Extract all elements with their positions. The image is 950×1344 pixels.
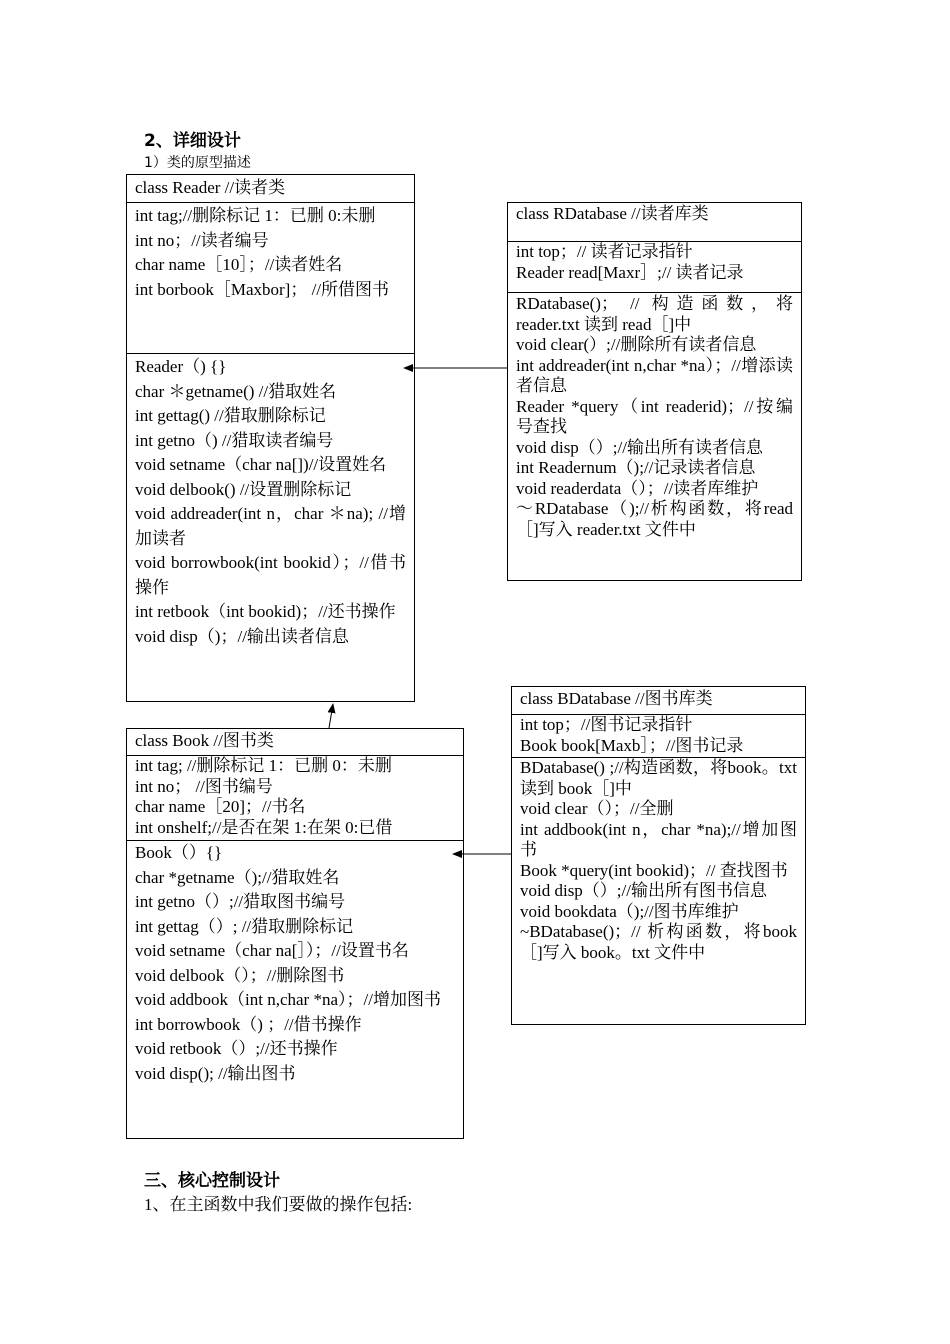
reader-class-box [126, 174, 415, 702]
reader-field: int tag;//删除标记 1：已删 0:未删 [135, 206, 376, 225]
reader-class-methods [127, 353, 414, 701]
section-heading-detail-design: 2、详细设计 [144, 131, 241, 151]
rdatabase-class-box [507, 202, 802, 581]
book-method: void setname（char na[］）；//设置书名 [135, 941, 409, 960]
book-method: void retbook（）;//还书操作 [135, 1039, 338, 1058]
bdatabase-class-title: class BDatabase //图书库类 [520, 689, 713, 708]
reader-method: Reader（) {} [135, 357, 227, 376]
rdatabase-method: void readerdata（）；//读者库维护 [516, 478, 759, 498]
book-class-fields [127, 755, 463, 840]
reader-field: int borbook［Maxbor]； //所借图书 [135, 279, 390, 299]
section-heading-core-control: 三、核心控制设计 [144, 1171, 280, 1191]
main-ops-text: 1、在主函数中我们要做的操作包括: [144, 1195, 413, 1214]
bdatabase-method: BDatabase() ;//构造函数，将book。txt 读到 book［]中 [520, 758, 797, 798]
book-field: int no； //图书编号 [135, 776, 273, 796]
book-field: int onshelf;//是否在架 1:在架 0:已借 [135, 817, 393, 837]
rdatabase-method: ～RDatabase（);//析构函数，将read［]写入 reader.txt 文件中 [516, 499, 793, 539]
reader-method: void borrowbook(int bookid）；//借书操作 [135, 553, 406, 597]
rdatabase-class-methods [508, 292, 801, 580]
subheading-class-prototype: 1）类的原型描述 [144, 155, 251, 171]
reader-method: void disp（)；//输出读者信息 [135, 626, 349, 646]
book-method: int getno（）;//猎取图书编号 [135, 892, 346, 911]
rdatabase-method: void clear(）;//删除所有读者信息 [516, 335, 757, 354]
rdatabase-class-title-section [508, 203, 801, 241]
reader-method: void setname（char na[])//设置姓名 [135, 455, 387, 474]
reader-method: int retbook（int bookid)；//还书操作 [135, 602, 396, 621]
reader-method: char ＊getname() //猎取姓名 [135, 381, 337, 401]
rdatabase-field: Reader read[Maxr］;// 读者记录 [516, 262, 744, 282]
reader-class-title-section [127, 175, 414, 202]
bdatabase-method: ~BDatabase()；// 析构函数，将book［]写入 book。txt 文件中 [520, 922, 797, 962]
bdatabase-field: int top；//图书记录指针 [520, 715, 693, 734]
arrow-book-to-reader [329, 704, 333, 728]
book-class-title-section [127, 729, 463, 755]
book-method: void delbook（）；//删除图书 [135, 965, 345, 985]
book-class-methods [127, 840, 463, 1138]
book-class-title: class Book //图书类 [135, 731, 274, 750]
rdatabase-method: int Readernum（);//记录读者信息 [516, 458, 756, 477]
book-method: void addbook（int n,char *na）；//增加图书 [135, 990, 441, 1009]
book-method: char *getname（);//猎取姓名 [135, 867, 340, 887]
rdatabase-method: RDatabase()； // 构造函数，将reader.txt 读到 read［]中 [516, 294, 793, 334]
book-method: void disp(); //输出图书 [135, 1063, 296, 1083]
reader-class-title: class Reader //读者类 [135, 178, 286, 197]
reader-field: int no；//读者编号 [135, 230, 269, 250]
book-class-box [126, 728, 464, 1139]
reader-class-fields [127, 202, 414, 353]
rdatabase-method: void disp（）;//输出所有读者信息 [516, 437, 763, 457]
bdatabase-field: Book book[Maxb］；//图书记录 [520, 735, 744, 755]
bdatabase-method: void clear（）；//全删 [520, 799, 674, 818]
bdatabase-class-box [511, 686, 806, 1025]
book-method: int borrowbook（) ；//借书操作 [135, 1014, 362, 1034]
reader-method: void addreader(int n，char ＊na); //增加读者 [135, 504, 406, 548]
book-method: int gettag（）; //猎取删除标记 [135, 916, 354, 936]
rdatabase-class-title: class RDatabase //读者库类 [516, 204, 709, 223]
bdatabase-method: Book *query(int bookid)；// 查找图书 [520, 860, 788, 880]
reader-method: int gettag() //猎取删除标记 [135, 406, 326, 425]
bdatabase-method: void bookdata（);//图书库维护 [520, 901, 739, 921]
reader-method: void delbook() //设置删除标记 [135, 479, 352, 499]
rdatabase-field: int top；// 读者记录指针 [516, 242, 693, 261]
reader-method: int getno（) //猎取读者编号 [135, 430, 334, 450]
book-field: int tag; //删除标记 1：已删 0：未删 [135, 756, 392, 775]
bdatabase-class-title-section [512, 687, 805, 714]
book-field: char name［20]；//书名 [135, 797, 306, 816]
bdatabase-method: void disp（）;//输出所有图书信息 [520, 881, 767, 900]
bdatabase-class-fields [512, 714, 805, 757]
reader-field: char name［10］；//读者姓名 [135, 255, 343, 274]
rdatabase-method: int addreader(int n,char *na）；//增添读者信息 [516, 355, 793, 395]
bdatabase-method: int addbook(int n，char *na);//增加图书 [520, 819, 797, 859]
rdatabase-method: Reader *query（int readerid)；//按编号查找 [516, 396, 793, 436]
rdatabase-class-fields [508, 241, 801, 292]
book-method: Book（）{} [135, 843, 223, 862]
bdatabase-class-methods [512, 757, 805, 1024]
